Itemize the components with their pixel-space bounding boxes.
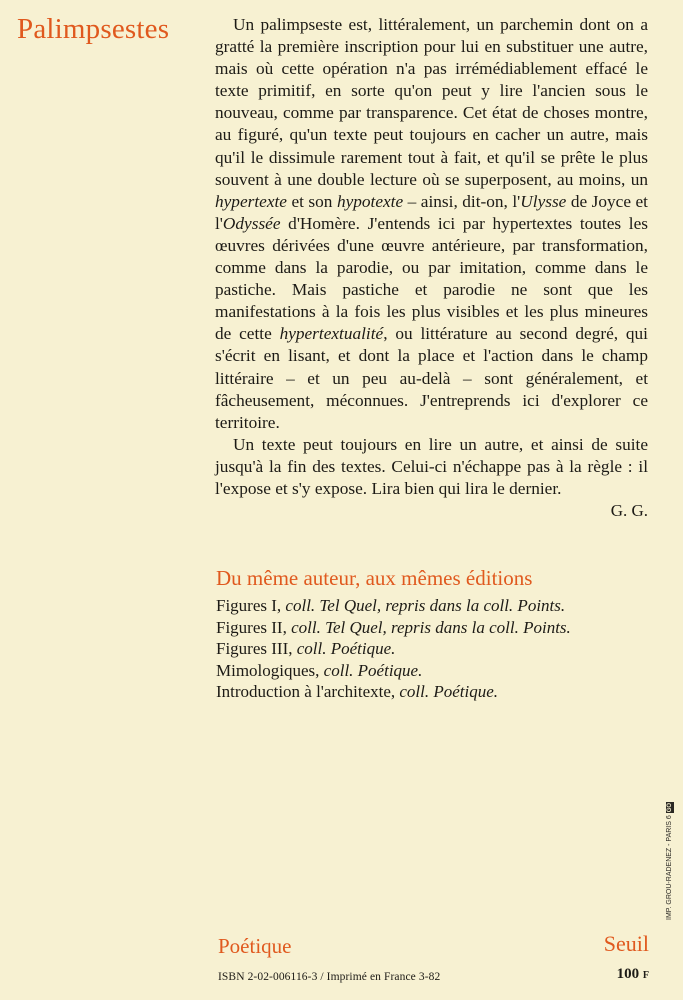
back-cover-blurb (215, 14, 648, 522)
italic-term: hypertextualité (279, 324, 384, 344)
book-title: Palimpsestes (17, 13, 170, 45)
other-work-title: Mimologiques, (216, 660, 324, 680)
other-works-heading: Du même auteur, aux mêmes éditions (216, 566, 533, 590)
price-value: 100 (616, 966, 640, 982)
printer-logo: GO (667, 802, 673, 813)
other-work-title: Figures III, (216, 639, 297, 659)
isbn-line: ISBN 2-02-006116-3 / Imprimé en France 3-82 (218, 971, 441, 983)
other-work-collection: coll. Tel Quel, repris dans la coll. Points. (291, 617, 571, 637)
other-work-item (216, 595, 656, 617)
other-work-title: Figures II, (216, 617, 292, 637)
other-work-item (216, 638, 656, 660)
printer-imprint (665, 802, 675, 920)
other-work-collection: coll. Poétique. (296, 639, 396, 659)
collection-name: Poétique (218, 934, 292, 958)
price-unit: F (642, 970, 649, 981)
italic-term: Ulysse (520, 191, 567, 211)
blurb-paragraph-1 (215, 14, 648, 434)
printer-text: IMP. GROU-RADENEZ - PARIS 6 (666, 815, 673, 920)
other-work-item (216, 617, 656, 639)
italic-term: hypotexte (336, 191, 404, 211)
other-work-item (216, 681, 656, 703)
other-work-title: Introduction à l'architexte, (216, 682, 400, 702)
blurb-text-run: et son (286, 191, 337, 211)
blurb-paragraph-2: Un texte peut toujours en lire un autre, et ainsi de suite jusqu'à la fin des textes. Celui-ci n'échappe pas à la règle : il l'expose et s'y expose. Lira bien qui lira le dernier. (215, 434, 648, 498)
author-signature: G. G. (610, 501, 648, 521)
blurb-text-run: , ou littérature au second degré, qui s'écrit en lisant, et dont la place et l'action dans le champ littéraire – et un peu au-delà – sont généralement, et fâcheusement, méconnues. J'entreprends ici d'explorer ce territoire. (215, 324, 648, 432)
blurb-text-run: d'Homère. J'entends ici par hypertextes toutes les œuvres dérivées d'une œuvre antérieure, par transformation, comme dans la parodie, ou par imitation, comme dans le pastiche. Mais pastiche et parodie ne sont que les manifestations à la fois les plus visibles et les plus mineures de cette (215, 213, 648, 344)
other-works-list (216, 595, 656, 703)
other-work-collection: coll. Tel Quel, repris dans la coll. Points. (285, 596, 566, 615)
publisher-name: Seuil (603, 931, 649, 956)
blurb-text-run: – ainsi, dit-on, l' (403, 191, 521, 211)
blurb-text-run: de Joyce et l' (215, 191, 648, 233)
blurb-text-run: Un palimpseste est, littéralement, un parchemin dont on a gratté la première inscription pour lui en substituer une autre, mais où cette opération n'a pas irrémédiablement effacé le texte primitif, en sorte qu'on peut y lire l'ancien sous le nouveau, comme par transparence. Cet état de choses montre, au figuré, qu'un texte peut toujours en cacher un autre, mais qu'il le dissimule rarement tout à fait, et qu'il se prête le plus souvent à une double lecture où se superposent, au moins, un (215, 15, 648, 189)
italic-term: Odyssée (222, 213, 281, 233)
price (617, 965, 649, 985)
other-works-section (216, 565, 656, 703)
other-work-collection: coll. Poétique. (323, 660, 423, 680)
other-work-collection: coll. Poétique. (399, 682, 499, 702)
other-work-item (216, 660, 656, 682)
other-work-title: Figures I, (216, 596, 286, 615)
italic-term: hypertexte (215, 191, 287, 211)
